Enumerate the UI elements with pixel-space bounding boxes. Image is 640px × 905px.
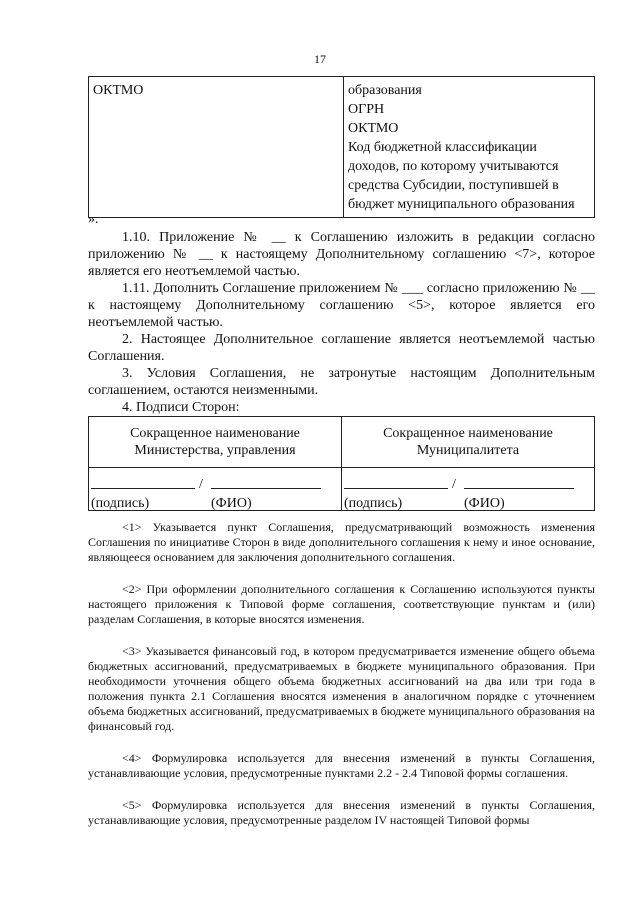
footnote-5: <5> Формулировка используется для внесения изменений в пункты Соглашения, устанавливающие условия, предусмотренные разделом IV настоящей Типовой формы (88, 798, 595, 827)
signatures-table (88, 416, 595, 511)
requisites-line: ОГРН (348, 102, 385, 117)
paragraph-2: 2. Настоящее Дополнительное соглашение является неотъемлемой частью Соглашения. (88, 332, 595, 364)
page-number: 17 (314, 52, 326, 66)
paragraph-3: 3. Условия Соглашения, не затронутые настоящим Дополнительным соглашением, остаются неизменными. (88, 366, 595, 398)
name-line (464, 488, 574, 489)
footnote-4: <4> Формулировка используется для внесения изменений в пункты Соглашения, устанавливающие условия, предусмотренные пунктами 2.2 - 2.4 Типовой формы соглашения. (88, 751, 595, 780)
requisites-table (88, 76, 595, 218)
left-signature-cell (89, 468, 342, 511)
quote-close: ». (88, 212, 99, 227)
signature-label: (подпись) (344, 496, 403, 511)
footnotes (88, 520, 595, 845)
footnote-1: <1> Указывается пункт Соглашения, предусматривающий возможность изменения Соглашения по инициативе Сторон в виде дополнительного соглашения к нему и иное основание, являющееся основанием для заключения дополнительного соглашения. (88, 520, 595, 564)
paragraph-1-11: 1.11. Дополнить Соглашение приложением № ___ согласно приложению № __ к настоящему Дополнительному соглашению <5>, которое является его неотъемлемой частью. (88, 281, 595, 330)
signature-separator: / (452, 477, 456, 492)
name-label: (ФИО) (211, 496, 252, 511)
signature-line (344, 488, 448, 489)
requisites-right-cell (344, 77, 595, 218)
footnote-2: <2> При оформлении дополнительного соглашения к Соглашению используются пункты настоящего приложения к Типовой форме соглашения, соответствующие пунктам и (или) разделам Соглашения, в которые вносятся изменения. (88, 582, 595, 626)
right-party-header (342, 417, 595, 468)
table-row (89, 468, 595, 511)
requisites-line: ОКТМО (348, 121, 399, 136)
signature-separator: / (199, 477, 203, 492)
table-row (89, 417, 595, 468)
left-party-header (89, 417, 342, 468)
footnote-3: <3> Указывается финансовый год, в котором предусматривается изменение общего объема бюджетных ассигнований, предусматриваемых в бюджете муниципального образования. При необходимости уточнения общего объема бюджетных ассигнований на два или три года в положения пункта 2.1 Соглашения вносятся изменения в аналогичном порядке с уточнением объема бюджетных ассигнований, предусматриваемых в бюджете муниципального образования на финансовый год. (88, 644, 595, 733)
paragraph-4: 4. Подписи Сторон: (122, 400, 240, 415)
requisites-left-cell: ОКТМО (89, 77, 344, 218)
requisites-line: бюджет муниципального образования (348, 197, 575, 212)
table-row (89, 77, 595, 218)
header-line: Муниципалитета (416, 443, 520, 458)
requisites-line: средства Субсидии, поступившей в (348, 178, 559, 193)
requisites-line: доходов, по которому учитываются (348, 159, 559, 174)
name-label: (ФИО) (464, 496, 505, 511)
requisites-line: образования (348, 83, 422, 98)
signature-line (91, 488, 195, 489)
header-line: Сокращенное наименование (130, 426, 300, 441)
requisites-line: Код бюджетной классификации (348, 140, 537, 155)
signature-label: (подпись) (91, 496, 150, 511)
right-signature-cell (342, 468, 595, 511)
header-line: Сокращенное наименование (383, 426, 553, 441)
header-line: Министерства, управления (134, 443, 296, 458)
name-line (211, 488, 321, 489)
paragraph-1-10: 1.10. Приложение № __ к Соглашению изложить в редакции согласно приложению № __ к настоящему Дополнительному соглашению <7>, которое является его неотъемлемой частью. (88, 230, 595, 279)
body-text (88, 229, 595, 416)
